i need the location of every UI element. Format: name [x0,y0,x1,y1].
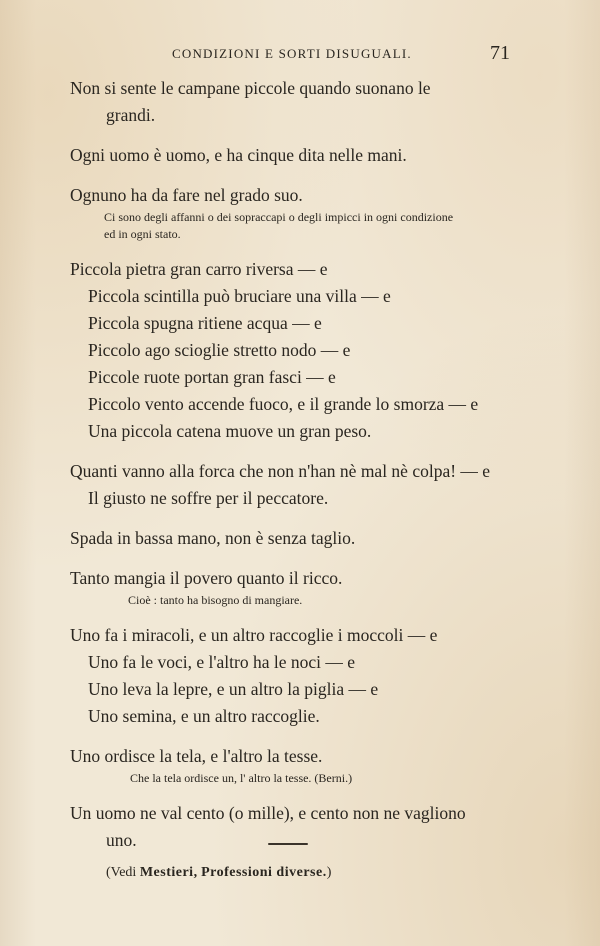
proverb-line: Uno fa i miracoli, e un altro raccoglie i moccoli — e [70,625,438,645]
proverb-line: Uno leva la lepre, e un altro la piglia — e [88,679,379,699]
proverb-line: Quanti vanno alla forca che non n'han nè mal nè colpa! — e [70,461,491,481]
proverb-entry [70,622,520,730]
proverb-entry [70,525,520,552]
proverb-line: Piccola scintilla può bruciare una villa — e [88,286,391,306]
running-head: CONDIZIONI E SORTI DISUGUALI. [172,46,412,61]
gloss-line: Cioè : tanto ha bisogno di mangiare. [128,593,303,607]
proverb-line: Il giusto ne soffre per il peccatore. [88,488,329,508]
proverb-entry [70,75,520,129]
proverb-line: Piccola spugna ritiene acqua — e [88,313,322,333]
proverb-entry [70,800,520,854]
proverb-line: Piccole ruote portan gran fasci — e [88,367,336,387]
proverb-line: Non si sente le campane piccole quando suonano le [70,78,431,98]
proverb-line: Uno fa le voci, e l'altro ha le noci — e [88,652,356,672]
gloss-line: Che la tela ordisce un, l' altro la tesse. (Berni.) [130,771,353,785]
proverb-line: Tanto mangia il povero quanto il ricco. [70,568,343,588]
gloss-line: ed in ogni stato. [104,227,181,241]
page-number: 71 [490,42,510,64]
ref-term-professioni: Professioni diverse. [201,865,327,880]
cross-reference [70,861,520,885]
ref-suffix: ) [326,865,332,880]
proverb-entry [70,256,520,445]
proverb-line: Uno semina, e un altro raccoglie. [88,706,320,726]
proverb-line: Ogni uomo è uomo, e ha cinque dita nelle mani. [70,145,407,165]
proverb-entry [70,565,520,609]
ref-prefix: (Vedi [106,865,137,880]
proverb-line: Spada in bassa mano, non è senza taglio. [70,528,356,548]
proverb-line: uno. [106,830,137,850]
proverb-line: Un uomo ne val cento (o mille), e cento non ne vagliono [70,803,466,823]
proverb-line: Piccolo vento accende fuoco, e il grande lo smorza — e [88,394,479,414]
proverb-entry [70,182,520,243]
gloss-line: Ci sono degli affanni o dei sopraccapi o degli impicci in ogni condizione [104,210,454,224]
ref-term-mestieri: Mestieri, [139,865,198,880]
proverb-line: Piccolo ago scioglie stretto nodo — e [88,340,351,360]
proverb-line: Uno ordisce la tela, e l'altro la tesse. [70,746,323,766]
proverb-entry [70,142,520,169]
proverb-list [70,75,520,885]
proverb-line: Una piccola catena muove un gran peso. [88,421,372,441]
proverb-line: Piccola pietra gran carro riversa — e [70,259,328,279]
proverb-entry [70,743,520,787]
proverb-entry [70,458,520,512]
proverb-line: Ognuno ha da fare nel grado suo. [70,185,303,205]
proverb-line: grandi. [106,105,156,125]
end-ornament [268,843,308,845]
